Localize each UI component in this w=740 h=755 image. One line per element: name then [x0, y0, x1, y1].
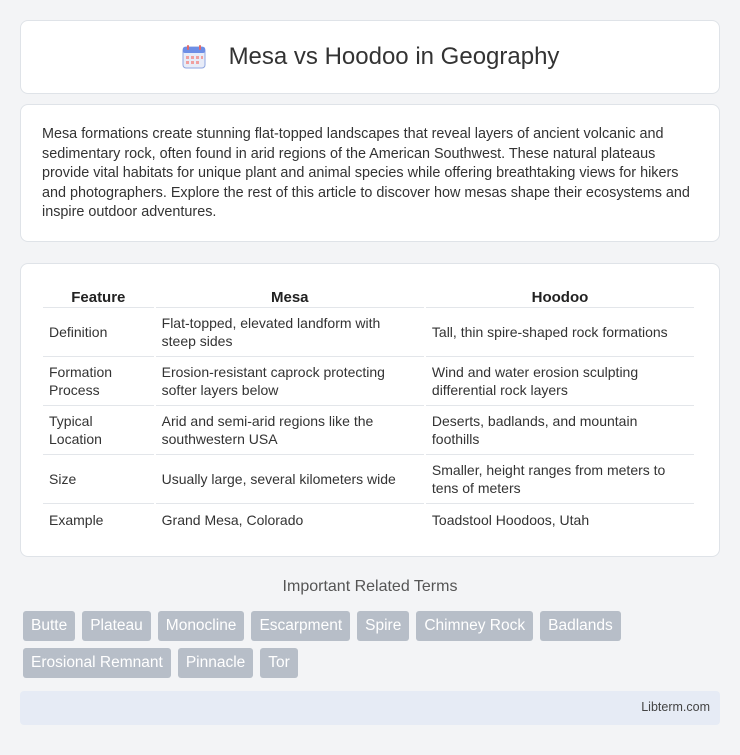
table-cell-feature: Size — [43, 455, 154, 504]
table-cell-mesa: Grand Mesa, Colorado — [161, 512, 304, 528]
tag-tor[interactable]: Tor — [260, 648, 298, 678]
tag-badlands[interactable]: Badlands — [540, 611, 621, 641]
related-terms-title: Important Related Terms — [282, 578, 458, 595]
table-cell-mesa: Erosion-resistant caprock protecting softer layers below — [156, 357, 424, 406]
table-cell-hoodoo: Deserts, badlands, and mountain foothills — [426, 406, 694, 455]
table-header-row — [43, 284, 694, 308]
table-cell-feature: Formation Process — [43, 357, 154, 406]
tag-chimney-rock[interactable]: Chimney Rock — [416, 611, 533, 641]
tag-plateau[interactable]: Plateau — [82, 611, 151, 641]
header-card — [20, 20, 720, 94]
table-cell-hoodoo: Wind and water erosion sculpting differential rock layers — [426, 357, 694, 406]
table-row — [43, 455, 694, 504]
footer-site-link[interactable]: Libterm.com — [641, 700, 710, 714]
table-cell-hoodoo: Smaller, height ranges from meters to tens of meters — [426, 455, 694, 504]
tag-butte[interactable]: Butte — [23, 611, 75, 641]
tag-pinnacle[interactable]: Pinnacle — [178, 648, 253, 678]
table-cell-hoodoo: Tall, thin spire-shaped rock formations — [426, 308, 694, 357]
tag-spire[interactable]: Spire — [357, 611, 409, 641]
tag-erosional-remnant[interactable]: Erosional Remnant — [23, 648, 171, 678]
comparison-table-card — [20, 263, 720, 557]
header-feature: Feature — [43, 284, 154, 308]
table-cell-feature: Typical Location — [43, 406, 154, 455]
table-cell-feature: Definition — [43, 308, 154, 357]
comparison-table — [41, 284, 696, 536]
tag-monocline[interactable]: Monocline — [158, 611, 245, 641]
calendar-icon — [181, 44, 207, 70]
header-mesa: Mesa — [156, 284, 424, 308]
tag-escarpment[interactable]: Escarpment — [251, 611, 350, 641]
footer — [20, 691, 720, 725]
intro-card — [20, 104, 720, 242]
table-cell-feature: Example — [49, 512, 104, 528]
header-hoodoo: Hoodoo — [426, 284, 694, 308]
table-row — [43, 504, 694, 536]
table-cell-mesa: Flat-topped, elevated landform with steep sides — [156, 308, 424, 357]
related-terms-list — [23, 611, 723, 678]
table-cell-hoodoo: Toadstool Hoodoos, Utah — [431, 512, 590, 528]
intro-paragraph: Mesa formations create stunning flat-topped landscapes that reveal layers of ancient volcanic and sedimentary rock, often found in arid regions of the American Southwest. These natural plateaus provide vital habitats for unique plant and animal species while offering breathtaking views for hikers and photographers. Explore the rest of this article to discover how mesas shape their ecosystems and inspire outdoor adventures. — [42, 126, 690, 220]
table-cell-mesa: Arid and semi-arid regions like the southwestern USA — [156, 406, 424, 455]
table-row — [43, 357, 694, 406]
table-row — [43, 406, 694, 455]
table-cell-mesa: Usually large, several kilometers wide — [156, 455, 424, 504]
page-title: Mesa vs Hoodoo in Geography — [228, 43, 560, 70]
table-row — [43, 308, 694, 357]
